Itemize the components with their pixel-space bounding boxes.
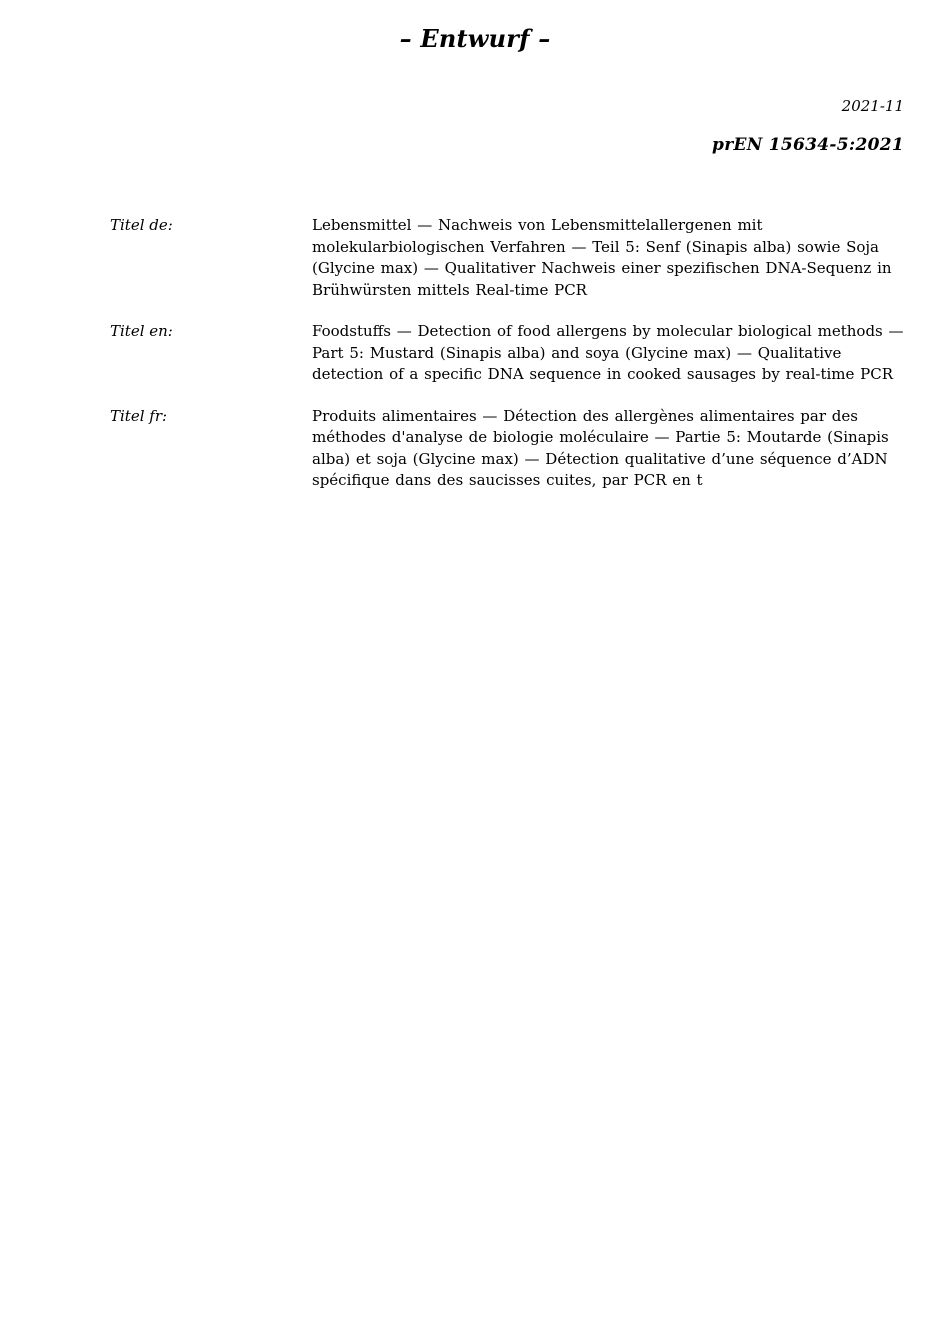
title-row-en — [110, 321, 905, 386]
title-lang-label: Titel en: — [110, 322, 173, 340]
title-text: Produits alimentaires — Détection des allergènes alimentaires par des méthodes d'analyse de biologie moléculaire — Partie 5: Moutarde (Sinapis alba) et soja (Glycine max) — Détection qualitative d’une séquence d’ADN spécifique dans des saucisses cuites, par PCR en t — [312, 406, 889, 489]
title-lang-label: Titel fr: — [110, 406, 168, 425]
title-row-de — [110, 215, 905, 301]
title-table — [110, 215, 905, 512]
title-text: Foodstuffs — Detection of food allergens by molecular biological methods — Part 5: Mustard (Sinapis alba) and soya (Glycine max) — Qualitative detection of a specific DNA sequence in cooked sausages by real-time PCR — [312, 322, 904, 383]
document-date: 2021-11 — [841, 97, 904, 115]
title-row-fr — [110, 406, 905, 492]
title-lang-label: Titel de: — [110, 216, 173, 234]
title-text: Lebensmittel — Nachweis von Lebensmittelallergenen mit molekularbiologischen Verfahren — Teil 5: Senf (Sinapis alba) sowie Soja (Glycine max) — Qualitativer Nachweis einer spezifischen DNA-Sequenz in Brühwürsten mittels Real-time PCR — [312, 216, 892, 299]
document-number: prEN 15634-5:2021 — [712, 135, 904, 155]
draft-heading: – Entwurf – — [399, 24, 551, 53]
